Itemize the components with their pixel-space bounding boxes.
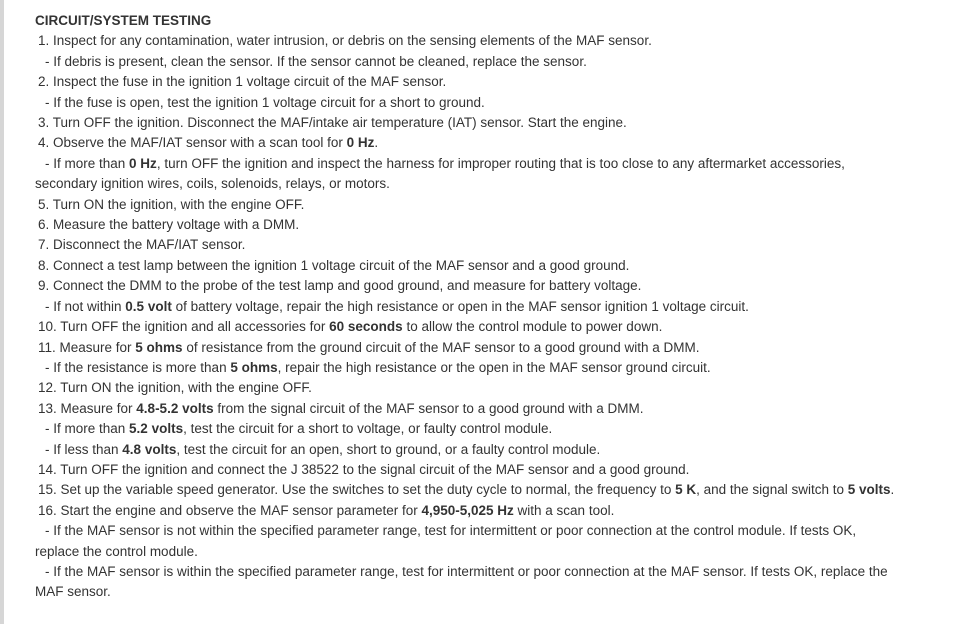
procedure-substep	[45, 358, 947, 378]
emphasized-value: 5 volts	[847, 482, 891, 498]
procedure-step	[38, 317, 947, 337]
step-text: - If the MAF sensor is not within the specified parameter range, test for intermittent or poor connection at the control module. If tests OK,	[45, 523, 857, 539]
step-text: , turn OFF the ignition and inspect the harness for improper routing that is too close to any aftermarket accessories,	[156, 155, 845, 171]
procedure-substep	[45, 52, 947, 72]
step-text: 9. Connect the DMM to the probe of the test lamp and good ground, and measure for battery voltage.	[38, 278, 642, 294]
step-text: , test the circuit for a short to voltage, or faulty control module.	[183, 421, 553, 437]
step-text: MAF sensor.	[35, 584, 111, 600]
emphasized-value: 4.8 volts	[122, 441, 177, 457]
step-text: 15. Set up the variable speed generator. Use the switches to set the duty cycle to normal, the frequency to	[38, 482, 676, 498]
emphasized-value: 0.5 volt	[125, 298, 172, 314]
step-text: of resistance from the ground circuit of the MAF sensor to a good ground with a DMM.	[182, 339, 700, 355]
procedure-continuation	[35, 582, 947, 602]
procedure-step	[38, 399, 947, 419]
emphasized-value: 4,950-5,025 Hz	[421, 502, 514, 518]
procedure-continuation	[35, 542, 947, 562]
emphasized-value: 5.2 volts	[129, 421, 184, 437]
step-text: - If not within	[45, 298, 126, 314]
emphasized-value: 4.8-5.2 volts	[136, 400, 214, 416]
step-text: 10. Turn OFF the ignition and all accessories for	[38, 319, 330, 335]
step-text: - If the resistance is more than	[45, 359, 231, 375]
procedure-document	[35, 11, 947, 603]
step-text: 4. Observe the MAF/IAT sensor with a scan tool for	[38, 135, 347, 151]
step-text: , test the circuit for an open, short to ground, or a faulty control module.	[176, 441, 601, 457]
step-text: 6. Measure the battery voltage with a DMM.	[38, 217, 300, 233]
step-text: with a scan tool.	[513, 502, 615, 518]
procedure-step	[38, 378, 947, 398]
step-text: from the signal circuit of the MAF sensor to a good ground with a DMM.	[213, 400, 644, 416]
step-text: secondary ignition wires, coils, solenoids, relays, or motors.	[35, 176, 390, 192]
step-text: of battery voltage, repair the high resistance or open in the MAF sensor ignition 1 voltage circuit.	[171, 298, 749, 314]
step-text: , repair the high resistance or the open in the MAF sensor ground circuit.	[277, 359, 711, 375]
emphasized-value: 0 Hz	[129, 155, 157, 171]
step-text: - If debris is present, clean the sensor. If the sensor cannot be cleaned, replace the sensor.	[45, 53, 587, 69]
step-text: 14. Turn OFF the ignition and connect the J 38522 to the signal circuit of the MAF sensor and a good ground.	[38, 461, 690, 477]
procedure-steps	[35, 31, 947, 602]
procedure-step	[38, 113, 947, 133]
procedure-substep	[45, 154, 947, 174]
step-text: 13. Measure for	[38, 400, 137, 416]
procedure-step	[38, 338, 947, 358]
section-heading: CIRCUIT/SYSTEM TESTING	[35, 13, 212, 28]
procedure-continuation	[35, 174, 947, 194]
step-text: 8. Connect a test lamp between the ignition 1 voltage circuit of the MAF sensor and a good ground.	[38, 257, 630, 273]
step-text: - If less than	[45, 441, 123, 457]
procedure-step	[38, 480, 947, 500]
step-text: replace the control module.	[35, 543, 198, 559]
step-text: 12. Turn ON the ignition, with the engine OFF.	[38, 380, 312, 396]
step-text: .	[374, 135, 379, 151]
step-text: 5. Turn ON the ignition, with the engine OFF.	[38, 196, 305, 212]
procedure-substep	[45, 562, 947, 582]
procedure-step	[38, 276, 947, 296]
procedure-substep	[45, 93, 947, 113]
emphasized-value: 60 seconds	[329, 319, 403, 335]
procedure-step	[38, 460, 947, 480]
procedure-step	[38, 235, 947, 255]
procedure-substep	[45, 440, 947, 460]
emphasized-value: 0 Hz	[346, 135, 375, 151]
procedure-substep	[45, 419, 947, 439]
left-border	[0, 0, 4, 624]
step-text: - If the MAF sensor is within the specified parameter range, test for intermittent or poor connection at the MAF sensor. If tests OK, replace the	[45, 563, 888, 579]
procedure-step	[38, 133, 947, 153]
step-text: 3. Turn OFF the ignition. Disconnect the MAF/intake air temperature (IAT) sensor. Start the engine.	[38, 115, 627, 131]
procedure-substep	[45, 521, 947, 541]
emphasized-value: 5 ohms	[135, 339, 183, 355]
procedure-step	[38, 31, 947, 51]
step-text: .	[890, 482, 895, 498]
step-text: 11. Measure for	[38, 339, 136, 355]
step-text: 1. Inspect for any contamination, water intrusion, or debris on the sensing elements of the MAF sensor.	[38, 33, 652, 49]
step-text: 2. Inspect the fuse in the ignition 1 voltage circuit of the MAF sensor.	[38, 74, 447, 90]
procedure-step	[38, 195, 947, 215]
procedure-substep	[45, 297, 947, 317]
step-text: 7. Disconnect the MAF/IAT sensor.	[38, 237, 246, 253]
procedure-step	[38, 501, 947, 521]
procedure-step	[38, 256, 947, 276]
emphasized-value: 5 ohms	[230, 359, 278, 375]
procedure-step	[38, 215, 947, 235]
procedure-step	[38, 72, 947, 92]
step-text: 16. Start the engine and observe the MAF sensor parameter for	[38, 502, 422, 518]
step-text: - If more than	[45, 421, 130, 437]
step-text: to allow the control module to power down.	[402, 319, 663, 335]
emphasized-value: 5 K	[675, 482, 697, 498]
step-text: - If the fuse is open, test the ignition 1 voltage circuit for a short to ground.	[45, 94, 485, 110]
step-text: , and the signal switch to	[696, 482, 848, 498]
step-text: - If more than	[45, 155, 130, 171]
